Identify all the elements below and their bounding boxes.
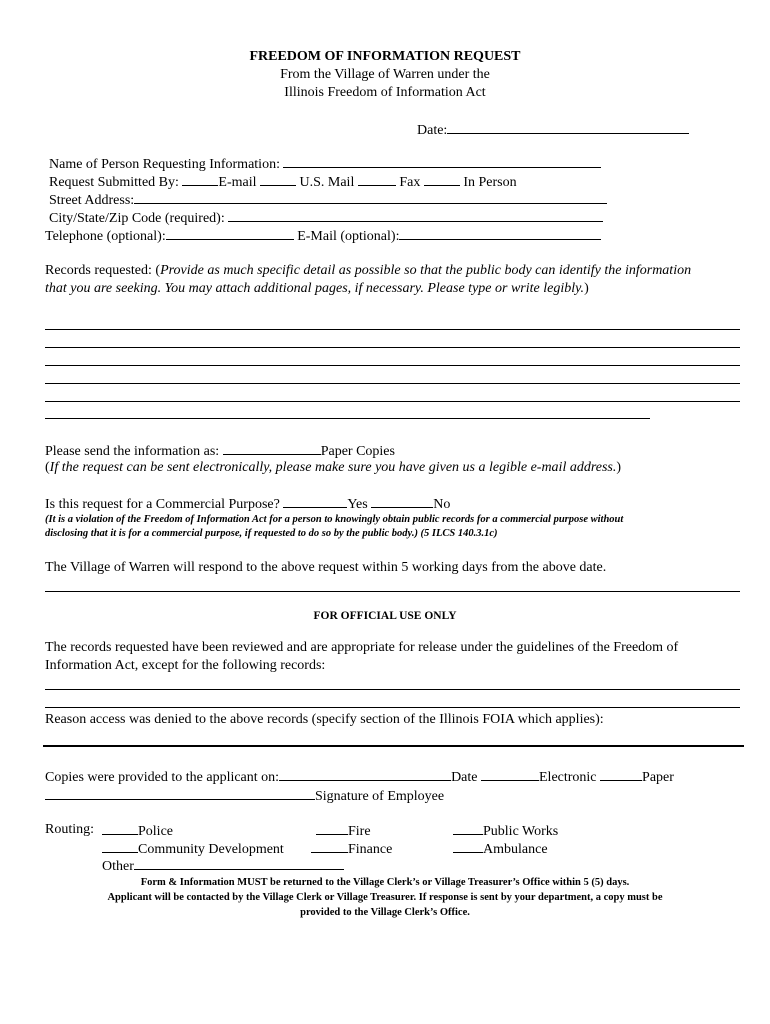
copies-date-line[interactable] (279, 768, 451, 781)
signature-row (45, 787, 444, 805)
routing-community-development[interactable]: Community Development (102, 840, 284, 858)
requester-name-line[interactable] (283, 155, 601, 168)
routing-other-line[interactable] (134, 857, 344, 870)
excepted-records-line-1[interactable] (45, 689, 740, 690)
commercial-yes-label: Yes (347, 497, 368, 512)
send-as-label: Please send the information as: (45, 444, 220, 459)
respond-text: The Village of Warren will respond to the above request within 5 working days from the above date. (45, 560, 607, 575)
street-line[interactable] (134, 191, 607, 204)
footer-line-3: provided to the Village Clerk’s Office. (300, 907, 470, 918)
commercial-warning-1: (It is a violation of the Freedom of Information Act for a person to knowingly obtain public records for a commercial purpose without (45, 514, 624, 525)
routing-other[interactable]: Other (102, 857, 344, 875)
copies-date-label: Date (451, 770, 478, 785)
email-label: E-Mail (optional): (297, 229, 400, 244)
submitted-by-label: Request Submitted By: (49, 175, 179, 190)
in-person-option-line[interactable] (424, 173, 460, 186)
city-field[interactable] (49, 209, 603, 227)
routing-fire[interactable]: Fire (316, 822, 371, 840)
routing-label: Routing: (45, 822, 95, 837)
routing-finance-line[interactable] (311, 840, 348, 853)
records-line-6[interactable] (45, 418, 650, 419)
paper-copies-label: Paper Copies (320, 444, 395, 459)
denied-reason-line[interactable] (43, 745, 744, 747)
routing-public-works-line[interactable] (453, 822, 483, 835)
records-line-4[interactable] (45, 383, 740, 384)
mail-option-line[interactable] (260, 173, 296, 186)
signature-line[interactable] (45, 787, 315, 800)
routing-police-line[interactable] (102, 822, 138, 835)
routing-public-works[interactable]: Public Works (453, 822, 558, 840)
commercial-yes-line[interactable] (283, 495, 347, 508)
fax-option-line[interactable] (358, 173, 396, 186)
routing-community-development-line[interactable] (102, 840, 138, 853)
routing-police[interactable]: Police (102, 822, 173, 840)
fax-option-label: Fax (399, 175, 421, 190)
records-line-3[interactable] (45, 365, 740, 366)
signature-label: Signature of Employee (315, 789, 445, 804)
records-line-2[interactable] (45, 347, 740, 348)
paper-label: Paper (642, 770, 674, 785)
copies-row (45, 768, 674, 786)
routing-ambulance[interactable]: Ambulance (453, 840, 548, 858)
paper-copies-line[interactable] (223, 442, 321, 455)
section-divider (45, 591, 740, 592)
city-label: City/State/Zip Code (required): (49, 211, 225, 226)
paper-line[interactable] (600, 768, 642, 781)
phone-line[interactable] (166, 227, 294, 240)
send-note: (If the request can be sent electronically, please make sure you have given us a legible e-mail address.) (45, 460, 622, 475)
requester-name-label: Name of Person Requesting Information: (49, 157, 280, 172)
routing-finance[interactable]: Finance (311, 840, 392, 858)
phone-email-row (45, 227, 601, 245)
routing-ambulance-line[interactable] (453, 840, 483, 853)
form-subtitle-line2: Illinois Freedom of Information Act (284, 85, 486, 100)
city-line[interactable] (228, 209, 603, 222)
commercial-row (45, 495, 450, 513)
records-line-1[interactable] (45, 329, 740, 330)
commercial-question: Is this request for a Commercial Purpose? (45, 497, 280, 512)
street-label: Street Address: (49, 193, 135, 208)
records-instructions-line2: that you are seeking. You may attach additional pages, if necessary. Please type or write legibly.) (45, 281, 589, 296)
records-line-5[interactable] (45, 401, 740, 402)
reviewed-text-1: The records requested have been reviewed and are appropriate for release under the guidelines of the Freedom of (45, 640, 679, 655)
records-requested-label: Records requested: (Provide as much specific detail as possible so that the public body can identify the information (45, 263, 692, 278)
send-as-row (45, 442, 395, 460)
form-title: FREEDOM OF INFORMATION REQUEST (249, 49, 521, 64)
submitted-by-row (49, 173, 517, 191)
excepted-records-line-2[interactable] (45, 707, 740, 708)
email-option-label: E-mail (218, 175, 257, 190)
records-instructions-1: Provide as much specific detail as possible so that the public body can identify the information (160, 263, 692, 278)
electronic-label: Electronic (539, 770, 597, 785)
requester-name-field[interactable] (49, 155, 601, 173)
email-line[interactable] (399, 227, 601, 240)
mail-option-label: U.S. Mail (299, 175, 355, 190)
date-line[interactable] (447, 121, 689, 134)
in-person-option-label: In Person (463, 175, 517, 190)
form-subtitle-line1: From the Village of Warren under the (280, 67, 490, 82)
reviewed-text-2: Information Act, except for the following records: (45, 658, 326, 673)
copies-label: Copies were provided to the applicant on: (45, 770, 280, 785)
commercial-no-label: No (433, 497, 451, 512)
phone-label: Telephone (optional): (45, 229, 166, 244)
commercial-warning-2: disclosing that it is for a commercial purpose, if requested to do so by the public body.) (5 ILCS 140.3.1c) (45, 528, 498, 539)
date-field[interactable] (417, 121, 689, 139)
official-use-heading: FOR OFFICIAL USE ONLY (313, 610, 457, 622)
electronic-line[interactable] (481, 768, 539, 781)
routing-fire-line[interactable] (316, 822, 348, 835)
footer-line-1: Form & Information MUST be returned to the Village Clerk’s or Village Treasurer’s Office within 5 (5) days. (140, 877, 630, 888)
footer-line-2: Applicant will be contacted by the Village Clerk or Village Treasurer. If response is sent by your department, a copy must be (107, 892, 663, 903)
street-field[interactable] (49, 191, 607, 209)
denied-reason-text: Reason access was denied to the above records (specify section of the Illinois FOIA which applies): (45, 712, 604, 727)
email-option-line[interactable] (182, 173, 218, 186)
commercial-no-line[interactable] (371, 495, 433, 508)
date-label: Date: (417, 123, 448, 138)
